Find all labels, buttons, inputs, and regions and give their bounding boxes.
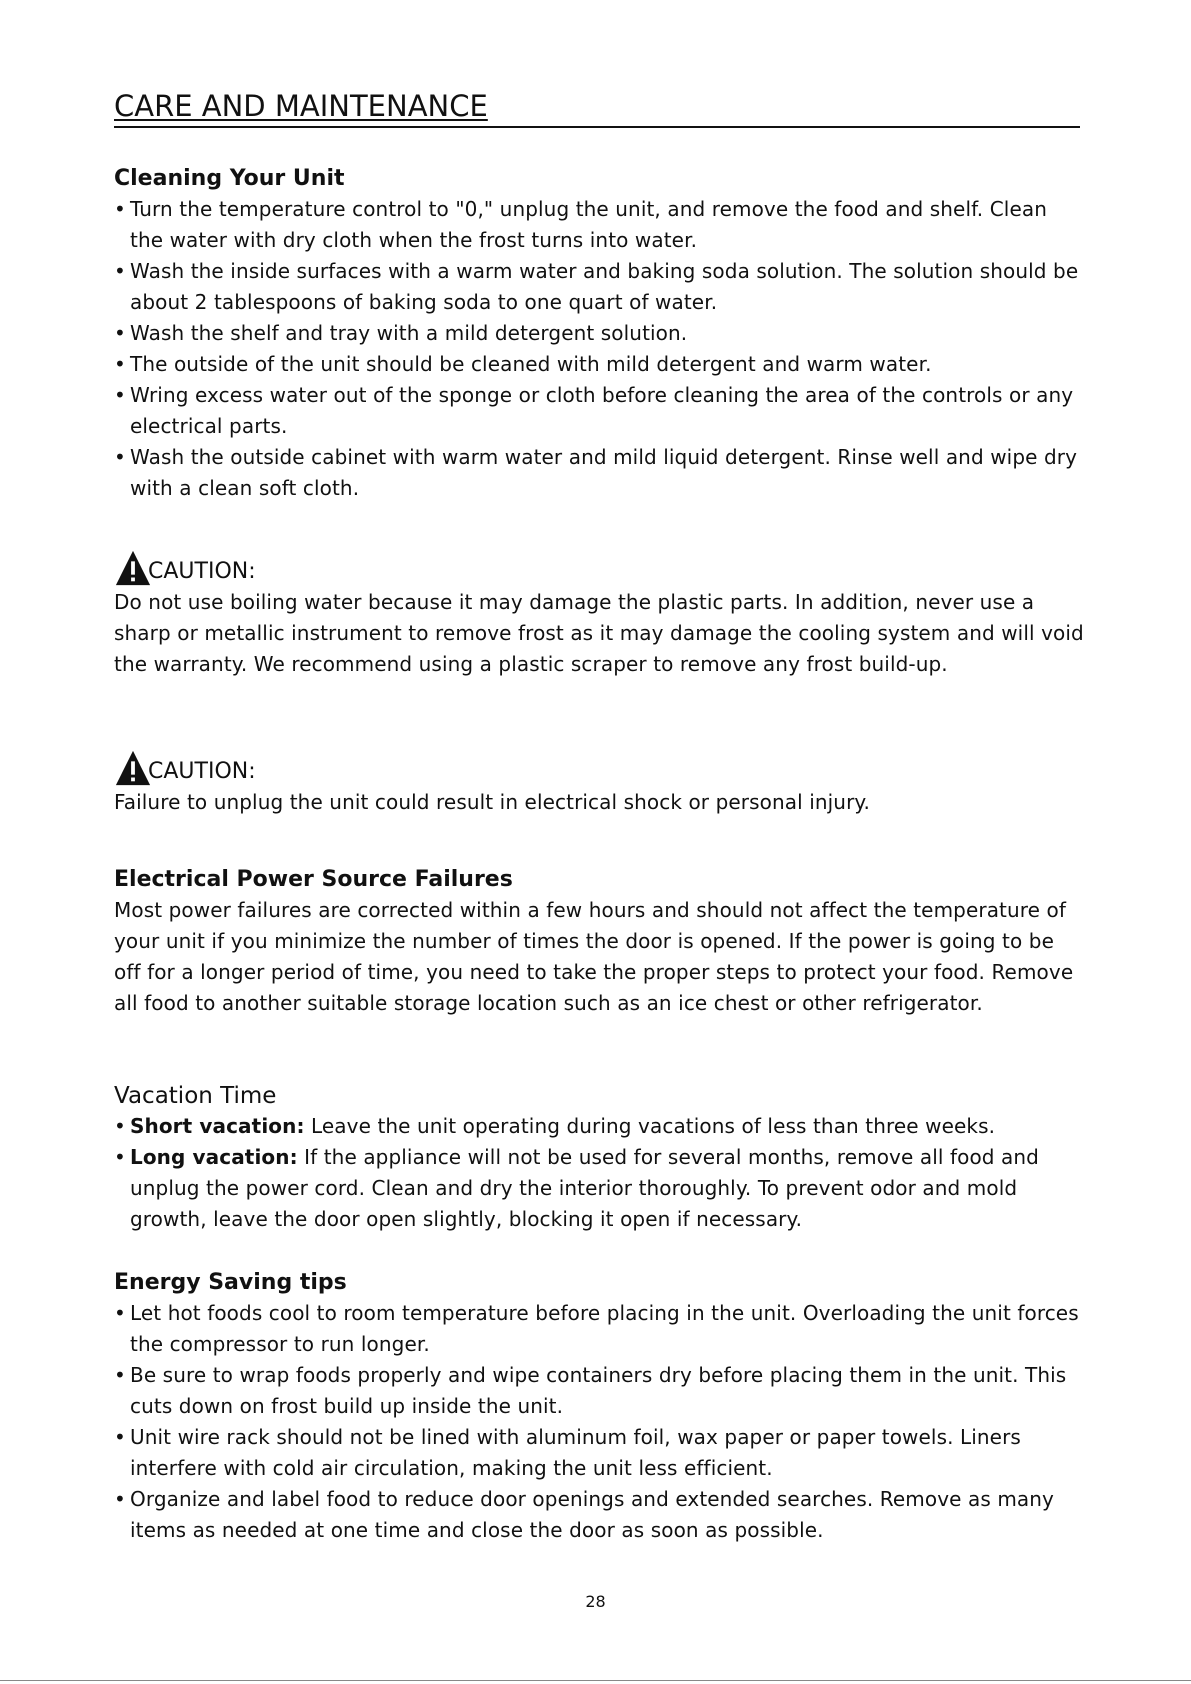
caution-section-1 bbox=[114, 543, 1084, 680]
vacation-heading: Vacation Time bbox=[114, 1083, 277, 1109]
warning-triangle-icon bbox=[114, 549, 152, 587]
list-item: • Unit wire rack should not be lined with aluminum foil, wax paper or paper towels. Liners interfere with cold air circulation, making the unit less efficient. bbox=[114, 1422, 1084, 1484]
energy-heading: Energy Saving tips bbox=[114, 1270, 347, 1295]
list-item: • Let hot foods cool to room temperature before placing in the unit. Overloading the unit forces the compressor to run longer. bbox=[114, 1298, 1084, 1360]
power-failure-section bbox=[114, 865, 1084, 1019]
long-vacation-text: If the appliance will not be used for several months, remove all food and unplug the power cord. Clean and dry the interior thoroughly. To prevent odor and mold growth, leave the door open slightly, blocking it open if necessary. bbox=[130, 1145, 1039, 1231]
short-vacation-label: Short vacation: bbox=[130, 1114, 305, 1138]
list-item: • Be sure to wrap foods properly and wipe containers dry before placing them in the unit. This cuts down on frost build up inside the unit. bbox=[114, 1360, 1084, 1422]
warning-triangle-icon bbox=[114, 749, 152, 787]
bottom-divider bbox=[0, 1680, 1191, 1681]
cleaning-section bbox=[114, 164, 1084, 504]
caution-text: Failure to unplug the unit could result in electrical shock or personal injury. bbox=[114, 790, 870, 814]
short-vacation-text: Leave the unit operating during vacations of less than three weeks. bbox=[304, 1114, 996, 1138]
caution-label: CAUTION: bbox=[148, 559, 256, 584]
vacation-list bbox=[114, 1111, 1084, 1235]
cleaning-list bbox=[114, 194, 1084, 504]
caution-label: CAUTION: bbox=[148, 759, 256, 784]
long-vacation-label: Long vacation: bbox=[130, 1145, 298, 1169]
cleaning-heading: Cleaning Your Unit bbox=[114, 166, 345, 191]
caution-text: Do not use boiling water because it may damage the plastic parts. In addition, never use a sharp or metallic instrument to remove frost as it may damage the cooling system and will void the warranty. We recommend using a plastic scraper to remove any frost build-up. bbox=[114, 590, 1084, 676]
power-text: Most power failures are corrected within a few hours and should not affect the temperature of your unit if you minimize the number of times the door is opened. If the power is going to be off for a longer period of time, you need to take the proper steps to protect your food. Remove all food to another suitable storage location such as an ice chest or other refrigerator. bbox=[114, 898, 1074, 1015]
list-item: • Wash the outside cabinet with warm water and mild liquid detergent. Rinse well and wipe dry with a clean soft cloth. bbox=[114, 442, 1084, 504]
vacation-section bbox=[114, 1081, 1084, 1235]
list-item: • Organize and label food to reduce door openings and extended searches. Remove as many items as needed at one time and close the door as soon as possible. bbox=[114, 1484, 1084, 1546]
page-title bbox=[114, 86, 1080, 128]
page-number: 28 bbox=[585, 1592, 606, 1611]
caution-section-2 bbox=[114, 743, 1084, 818]
list-item: • Turn the temperature control to "0," unplug the unit, and remove the food and shelf. Clean the water with dry cloth when the frost turns into water. bbox=[114, 194, 1084, 256]
energy-section bbox=[114, 1268, 1084, 1546]
caution-header bbox=[114, 543, 1084, 587]
list-item bbox=[114, 1142, 1084, 1235]
caution-header bbox=[114, 743, 1084, 787]
energy-list bbox=[114, 1298, 1084, 1546]
list-item: • Wash the inside surfaces with a warm water and baking soda solution. The solution should be about 2 tablespoons of baking soda to one quart of water. bbox=[114, 256, 1084, 318]
page-title-text: CARE AND MAINTENANCE bbox=[114, 89, 488, 123]
list-item: • Wash the shelf and tray with a mild detergent solution. bbox=[114, 318, 1084, 349]
list-item: • The outside of the unit should be cleaned with mild detergent and warm water. bbox=[114, 349, 1084, 380]
list-item: • Wring excess water out of the sponge or cloth before cleaning the area of the controls or any electrical parts. bbox=[114, 380, 1084, 442]
power-heading: Electrical Power Source Failures bbox=[114, 867, 513, 892]
list-item bbox=[114, 1111, 1084, 1142]
